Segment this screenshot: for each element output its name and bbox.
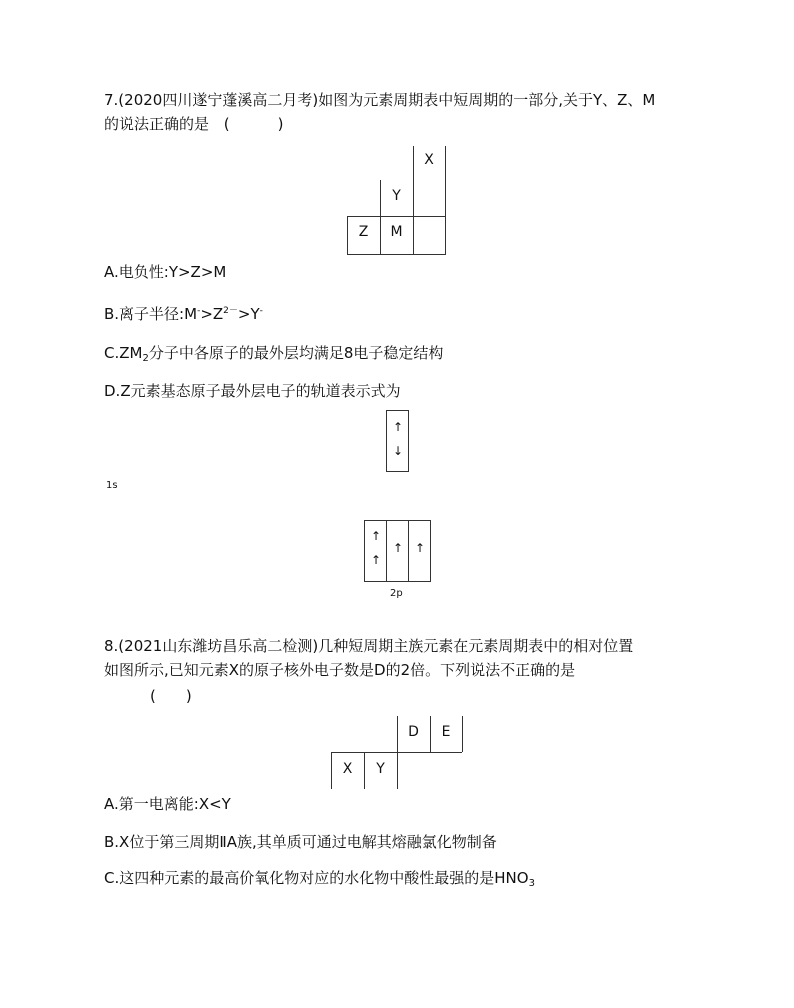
- up-arrow-icon: ↑: [393, 541, 404, 555]
- q7-cell-m: M: [390, 224, 403, 240]
- q8-option-c: C.这四种元素的最高价氧化物对应的水化物中酸性最强的是$HNO_3$: [104, 869, 535, 889]
- q8-cell-d: D: [408, 724, 419, 740]
- up-arrow-icon: ↑: [415, 541, 426, 555]
- table-line: [445, 146, 446, 255]
- q7-option-a: A.电负性:Y>Z>M: [104, 263, 227, 281]
- q8-answer-paren: [150, 686, 192, 706]
- q8-stem-line2: 如图所示,已知元素X的原子核外电子数是D的2倍。下列说法不正确的是: [104, 661, 576, 679]
- q7-option-c: $C.ZM_2$分子中各原子的最外层均满足8电子稳定结构: [104, 344, 444, 364]
- q7-option-b: B.离子半径$:M^->Z^{2-}>Y^-$: [104, 305, 263, 323]
- q8-stem-line1: 8.(2021山东潍坊昌乐高二检测)几种短周期主族元素在元素周期表中的相对位置: [104, 637, 634, 655]
- q8-cell-e: E: [441, 724, 451, 740]
- down-arrow-icon: ↓: [393, 444, 404, 458]
- table-line: [462, 716, 463, 752]
- q7-stem-line1: 7.(2020四川遂宁蓬溪高二月考)如图为元素周期表中短周期的一部分,关于Y、Z、M: [104, 91, 656, 109]
- q7-cell-z: Z: [358, 224, 369, 240]
- up-arrow-icon: ↑: [371, 529, 382, 543]
- orbital-2p-boxes: [364, 520, 431, 582]
- orbital-1s-label: 1s: [106, 480, 118, 491]
- q7-answer-paren-close: ): [277, 115, 284, 133]
- table-line: [347, 254, 445, 255]
- q8-answer-paren-close: ): [185, 687, 192, 705]
- orbital-2p-label: 2p: [390, 588, 403, 599]
- q7-answer-paren-open: (: [223, 115, 230, 133]
- q7-option-d: D.Z元素基态原子最外层电子的轨道表示式为: [104, 382, 401, 400]
- q8-answer-paren-open: (: [150, 687, 156, 705]
- q7-stem-text: 的说法正确的是: [104, 115, 210, 133]
- q8-option-b: B.X位于第三周期ⅡA族,其单质可通过电解其熔融氯化物制备: [104, 833, 497, 851]
- table-line: [331, 752, 462, 753]
- q7-stem-line2: [104, 114, 284, 134]
- box-divider: [386, 520, 387, 582]
- table-line: [347, 216, 445, 217]
- orbital-1s-box: [386, 410, 409, 472]
- q8-option-a: A.第一电离能:X<Y: [104, 795, 231, 813]
- up-arrow-icon: ↑: [393, 420, 404, 434]
- q8-cell-x: X: [342, 761, 353, 777]
- q7-cell-x: X: [424, 152, 434, 168]
- q7-cell-y: Y: [392, 188, 401, 204]
- q8-cell-y: Y: [376, 761, 385, 777]
- box-divider: [408, 520, 409, 582]
- up-arrow-icon: ↑: [371, 553, 382, 567]
